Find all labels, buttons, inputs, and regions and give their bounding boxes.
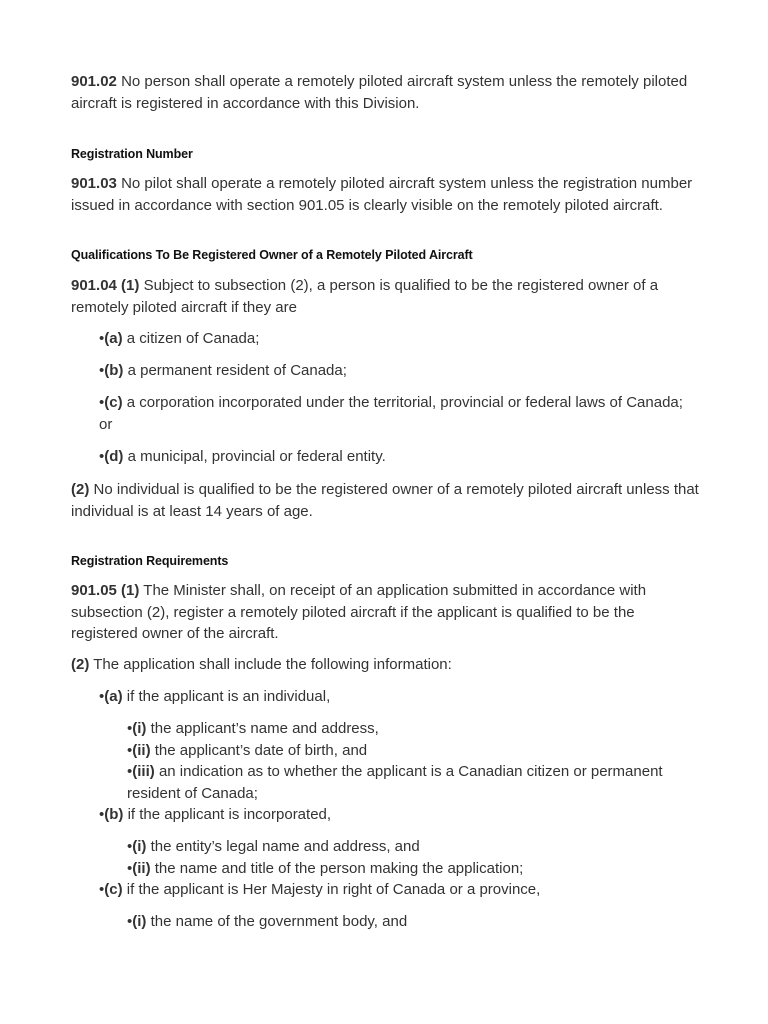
subsection-label: (2) <box>71 656 90 673</box>
section-901-03 <box>71 173 703 216</box>
bullet-icon: • <box>99 881 105 898</box>
item-label: (iii) <box>132 763 155 780</box>
bullet-icon: • <box>99 806 105 823</box>
bullet-icon: • <box>99 362 105 379</box>
section-number: 901.03 <box>71 175 117 192</box>
list-item <box>99 879 699 901</box>
list-item <box>99 686 699 708</box>
heading-registration-requirements: Registration Requirements <box>71 554 229 568</box>
item-text: a citizen of Canada; <box>126 330 260 347</box>
item-text: if the applicant is incorporated, <box>127 806 332 823</box>
list-item <box>99 328 699 350</box>
section-901-05-1 <box>71 580 703 645</box>
item-label: (c) <box>104 881 123 898</box>
subsection-label: (2) <box>71 481 90 498</box>
bullet-icon: • <box>127 838 133 855</box>
item-label: (d) <box>104 448 124 465</box>
subsection-text: The application shall include the following information: <box>93 656 452 673</box>
item-text: if the applicant is an individual, <box>126 688 331 705</box>
item-text: a corporation incorporated under the territorial, provincial or federal laws of Canada; or <box>99 394 683 433</box>
item-text: if the applicant is Her Majesty in right of Canada or a province, <box>126 881 541 898</box>
section-901-02 <box>71 71 703 114</box>
item-text: the name of the government body, and <box>150 913 408 930</box>
list-item <box>127 911 697 933</box>
list-item <box>127 836 697 858</box>
bullet-icon: • <box>99 448 105 465</box>
bullet-icon: • <box>127 913 133 930</box>
section-text: Subject to subsection (2), a person is qualified to be the registered owner of a remotely piloted aircraft if they are <box>71 277 659 316</box>
heading-qualifications: Qualifications To Be Registered Owner of a Remotely Piloted Aircraft <box>71 248 473 262</box>
list-item <box>99 446 699 468</box>
subsection-text: No individual is qualified to be the registered owner of a remotely piloted aircraft unless that individual is at least 14 years of age. <box>71 481 699 520</box>
item-label: (i) <box>132 913 147 930</box>
bullet-icon: • <box>127 860 133 877</box>
item-label: (a) <box>104 330 123 347</box>
bullet-icon: • <box>99 688 105 705</box>
item-label: (i) <box>132 720 147 737</box>
section-text: No pilot shall operate a remotely piloted aircraft system unless the registration number issued in accordance with section 901.05 is clearly visible on the remotely piloted aircraft. <box>71 175 693 214</box>
section-901-05-2 <box>71 654 703 676</box>
item-label: (a) <box>104 688 123 705</box>
section-text: The Minister shall, on receipt of an application submitted in accordance with subsection (2), register a remotely piloted aircraft if the applicant is qualified to be the registered owner of the aircraft. <box>71 582 647 642</box>
item-label: (b) <box>104 806 124 823</box>
list-item <box>99 804 699 826</box>
item-label: (i) <box>132 838 147 855</box>
item-label: (ii) <box>132 742 151 759</box>
list-item <box>99 360 699 382</box>
bullet-icon: • <box>99 330 105 347</box>
bullet-icon: • <box>127 763 133 780</box>
list-item <box>127 718 697 740</box>
section-text: No person shall operate a remotely piloted aircraft system unless the remotely piloted aircraft is registered in accordance with this Division. <box>71 73 688 112</box>
item-text: the applicant’s date of birth, and <box>154 742 368 759</box>
item-text: the name and title of the person making the application; <box>154 860 524 877</box>
section-number: 901.02 <box>71 73 117 90</box>
section-number: 901.04 (1) <box>71 277 140 294</box>
section-901-04-2 <box>71 479 703 522</box>
item-label: (ii) <box>132 860 151 877</box>
bullet-icon: • <box>127 720 133 737</box>
list-item <box>99 392 699 435</box>
list-item <box>127 740 697 762</box>
list-item <box>127 858 697 880</box>
item-text: a municipal, provincial or federal entity. <box>127 448 386 465</box>
bullet-icon: • <box>99 394 105 411</box>
item-label: (b) <box>104 362 124 379</box>
item-text: an indication as to whether the applicant is a Canadian citizen or permanent resident of Canada; <box>127 763 663 802</box>
item-label: (c) <box>104 394 123 411</box>
item-text: the entity’s legal name and address, and <box>150 838 420 855</box>
section-901-04-1 <box>71 275 703 318</box>
bullet-icon: • <box>127 742 133 759</box>
item-text: the applicant’s name and address, <box>150 720 379 737</box>
section-number: 901.05 (1) <box>71 582 140 599</box>
item-text: a permanent resident of Canada; <box>127 362 347 379</box>
heading-registration-number: Registration Number <box>71 147 193 161</box>
list-item <box>127 761 697 804</box>
